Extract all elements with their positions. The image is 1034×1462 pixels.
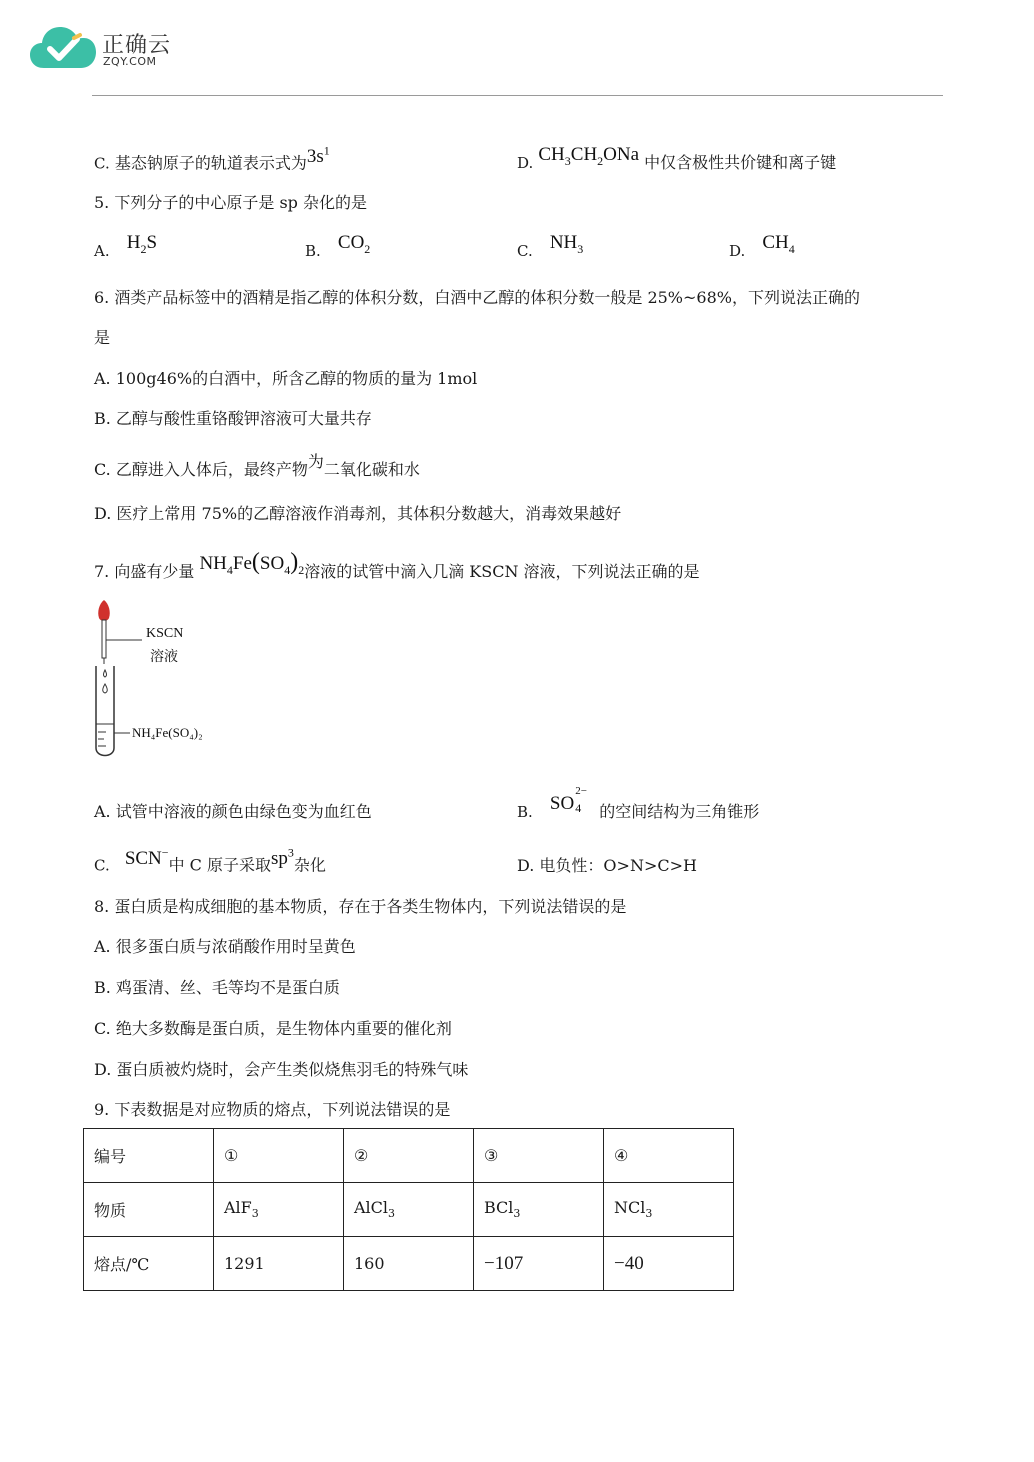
table-cell: ①	[214, 1129, 344, 1183]
q6-option-d: D. 医疗上常用 75%的乙醇溶液作消毒剂，其体积分数越大，消毒效果越好	[94, 504, 622, 523]
table-cell: −40	[604, 1237, 734, 1291]
q8-option-c: C. 绝大多数酶是蛋白质，是生物体内重要的催化剂	[94, 1019, 452, 1038]
q6-option-a: A. 100g46%的白酒中，所含乙醇的物质的量为 1mol	[94, 369, 478, 388]
q7-b-formula: SO 2− 4	[549, 785, 587, 815]
q8-stem: 8. 蛋白质是构成细胞的基本物质，存在于各类生物体内，下列说法错误的是	[94, 897, 627, 916]
q7-option-b: B. SO 2− 4 的空间结构为三角锥形	[517, 785, 760, 821]
brand-name: 正确云	[102, 33, 172, 58]
q5-option-b: B. $CO_2$	[305, 232, 371, 260]
q4-c-text: 基态钠原子的轨道表示式为	[114, 153, 307, 173]
brand-url: ZQY.COM	[103, 55, 157, 68]
q7-c-sp3: $sp^3$	[270, 846, 294, 870]
q8-option-d: D. 蛋白质被灼烧时，会产生类似烧焦羽毛的特殊气味	[94, 1060, 469, 1079]
q7-c-scn: SCN−	[124, 846, 169, 870]
header-divider	[92, 95, 943, 96]
table-cell: NCl$_3$	[604, 1183, 734, 1237]
q7-option-c: C. SCN−中 C 原子采取$sp^3$杂化	[94, 846, 326, 875]
q5-option-a: A. $H_2S$	[94, 232, 158, 260]
q7-stem: 7. 向盛有少量 $NH_4Fe(SO_4)_2$溶液的试管中滴入几滴 KSCN 溶液，下列说法正确的是	[94, 549, 700, 581]
table-cell: BCl$_3$	[474, 1183, 604, 1237]
table-cell: ②	[344, 1129, 474, 1183]
dropper-bulb	[98, 600, 110, 621]
q4-c-formula: $3s^1$	[306, 144, 330, 168]
q4-option-c	[94, 144, 330, 174]
q7-option-d: D. 电负性：O>N>C>H	[517, 856, 697, 875]
figure-label-solution: 溶液	[150, 650, 178, 665]
cloud-check-icon	[30, 24, 96, 70]
figure-label-nh4fe: NH₄Fe(SO₄)₂	[132, 725, 203, 740]
table-row	[84, 1237, 734, 1291]
q4-d-text: 中仅含极性共价键和离子键	[644, 153, 837, 172]
q9-stem: 9. 下表数据是对应物质的熔点，下列说法错误的是	[94, 1100, 451, 1119]
table-cell: AlF$_3$	[214, 1183, 344, 1237]
q8-option-b: B. 鸡蛋清、丝、毛等均不是蛋白质	[94, 978, 340, 997]
table-cell: AlCl$_3$	[344, 1183, 474, 1237]
q6-stem-line2: 是	[94, 328, 111, 347]
table-cell: 1291	[214, 1237, 344, 1291]
q4-d-formula: $CH_3CH_2ONa$	[538, 144, 640, 168]
table-row	[84, 1183, 734, 1237]
q7-option-a: A. 试管中溶液的颜色由绿色变为血红色	[94, 802, 372, 821]
table-cell: −107	[474, 1237, 604, 1291]
figure-label-kscn: KSCN	[146, 626, 184, 641]
q8-option-a: A. 很多蛋白质与浓硝酸作用时呈黄色	[94, 937, 356, 956]
q5-stem: 5. 下列分子的中心原子是 sp 杂化的是	[94, 193, 367, 212]
q4-option-d	[517, 144, 837, 177]
q4-d-label: D.	[517, 154, 534, 172]
melting-point-table	[83, 1128, 734, 1291]
q5-option-c: C. $NH_3$	[517, 232, 584, 260]
table-cell: 编号	[84, 1129, 214, 1183]
q7-formula: $NH_4Fe(SO_4)_2$	[199, 549, 305, 577]
table-row	[84, 1129, 734, 1183]
table-cell: ③	[474, 1129, 604, 1183]
q6-option-b: B. 乙醇与酸性重铬酸钾溶液可大量共存	[94, 409, 372, 428]
table-cell: ④	[604, 1129, 734, 1183]
q6-stem-line1: 6. 酒类产品标签中的酒精是指乙醇的体积分数，白酒中乙醇的体积分数一般是 25%~68%，下列说法正确的	[94, 288, 860, 307]
table-cell: 熔点/℃	[84, 1237, 214, 1291]
table-cell: 物质	[84, 1183, 214, 1237]
q4-c-label: C.	[94, 154, 110, 173]
q5-option-d: D. $CH_4$	[729, 232, 795, 260]
q6-option-c: C. 乙醇进入人体后，最终产物为二氧化碳和水	[94, 452, 420, 479]
table-cell: 160	[344, 1237, 474, 1291]
